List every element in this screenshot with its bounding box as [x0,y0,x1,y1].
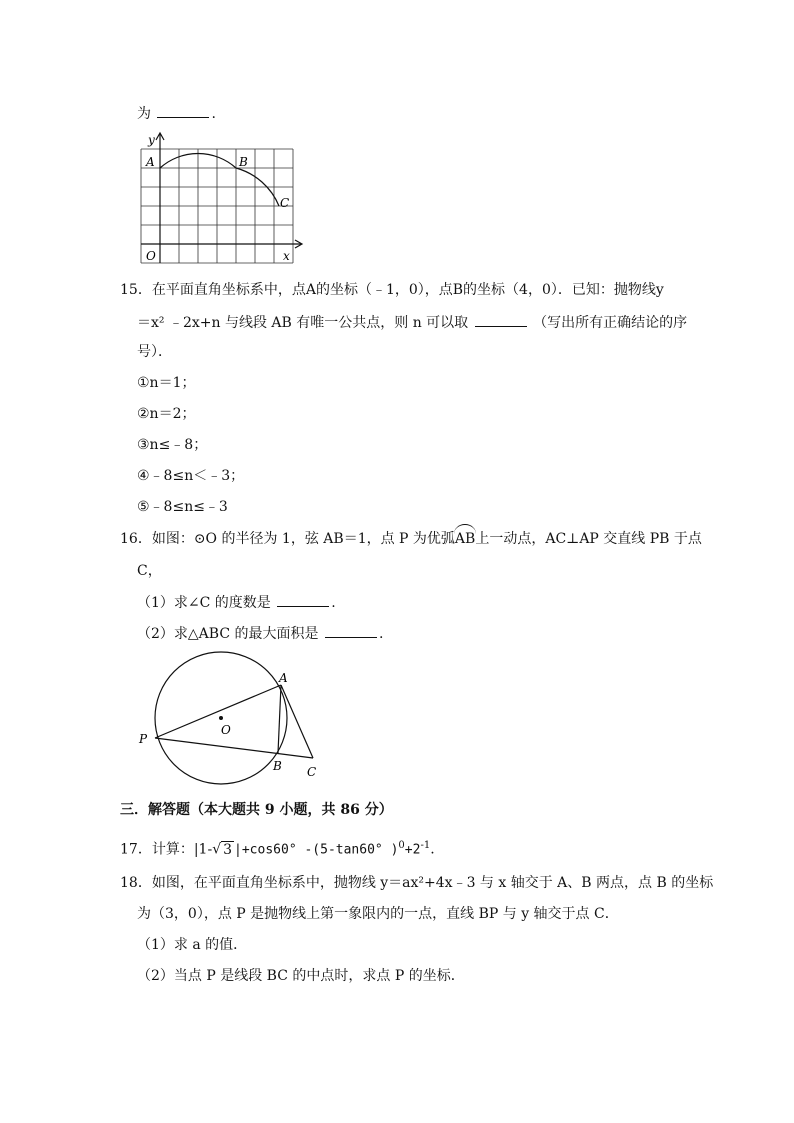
section3-title: 三．解答题（本大题共 9 小题，共 86 分） [120,802,393,818]
q14-grid-lines [141,149,293,263]
q16-sub2 [137,623,383,644]
q17-radicand: 3 [223,841,233,858]
q16-line1-pre: 如图：⊙O 的半径为 1，弦 AB＝1，点 P 为优弧 [151,531,455,547]
q16-label-o: O [221,723,231,737]
q17-exp0: 0 [398,840,405,851]
q17-abs-open: |1- [193,841,213,858]
q14-label-y: y [148,133,155,147]
q15-line2-post: （写出所有正确结论的序 [533,315,688,331]
q15-line1 [120,280,664,300]
q16-line2-text: C， [137,563,162,579]
q17-period: . [430,841,435,858]
q18-line2-text: 为（3，0），点 P 是抛物线上第一象限内的一点，直线 BP 与 y 轴交于点 C． [137,906,619,922]
q16-line2 [137,561,162,581]
q14-label-o: O [146,249,156,263]
q14-label-c: C [280,196,290,210]
q17-plus2: +2 [404,842,421,858]
q14-arc-curve [160,153,279,206]
q16-sub1 [137,592,336,613]
q16-sub1-text: （1）求∠C 的度数是 [137,595,271,611]
q15-line2-pre: ＝x² ﹣2x+n 与线段 AB 有唯一公共点，则 n 可以取 [137,315,469,331]
q15-option-2: ②n＝2； [137,406,196,422]
q16-circle-figure [135,645,335,785]
q16-label-a: A [279,671,288,685]
q15-option-4: ④﹣8≤n＜﹣3； [137,468,245,484]
q14-tail-text: 为 [137,106,151,122]
q16-sub2-text: （2）求△ABC 的最大面积是 [137,626,319,642]
q15-answer-blank[interactable] [475,312,527,327]
q16-sub1-period: . [331,595,336,611]
q14-label-a: A [146,155,155,169]
q14-period: . [211,106,216,122]
q14-label-x: x [283,249,290,263]
q15-line3-text: 号）． [137,344,172,360]
q16-triangle-lines [155,685,313,758]
q17-line [120,836,435,861]
q17-rest: |+cos60° -(5-tan60° ) [234,842,399,858]
q17-number: 17． [120,841,152,858]
q17-exp-neg1: -1 [420,840,431,851]
q16-number: 16． [120,531,152,547]
q16-center-dot [219,716,223,720]
q15-option-1: ①n＝1； [137,375,196,391]
q16-line1-post: 上一动点，AC⊥AP 交直线 PB 于点 [475,531,702,547]
q18-line1-text: 如图，在平面直角坐标系中，抛物线 y＝ax²+4x﹣3 与 x 轴交于 A、B 两点，点 B 的坐标 [151,875,714,891]
q15-line2 [137,312,687,333]
q16-line1 [120,529,702,549]
q18-sub2: （2）当点 P 是线段 BC 的中点时，求点 P 的坐标． [137,968,465,984]
q14-answer-blank[interactable] [157,103,209,118]
q15-line3 [137,342,172,362]
q16-label-b: B [273,759,282,773]
q17-pre: 计算： [151,841,194,858]
q16-label-c: C [307,765,317,779]
q16-sub2-blank[interactable] [325,623,377,638]
q16-arc-label: AB [454,531,476,547]
q18-number: 18． [120,875,152,891]
q16-sub1-blank[interactable] [277,592,329,607]
q14-label-b: B [239,155,248,169]
q15-option-3: ③n≤﹣8； [137,437,208,453]
q15-line1-text: 在平面直角坐标系中，点A的坐标（﹣1，0），点B的坐标（4，0）．已知：抛物线y [151,282,664,298]
q18-line1 [120,873,713,893]
q18-sub1: （1）求 a 的值． [137,937,248,953]
q14-grid-graph [135,130,305,265]
q14-tail-line [137,103,216,124]
q14-axes [141,133,302,263]
q15-option-5: ⑤﹣8≤n≤﹣3 [137,499,228,515]
q16-label-p: P [139,732,148,746]
q15-number: 15． [120,282,152,298]
q16-sub2-period: . [378,626,384,642]
q17-sqrt-sign: √ [212,841,222,858]
q18-line2 [137,904,619,924]
